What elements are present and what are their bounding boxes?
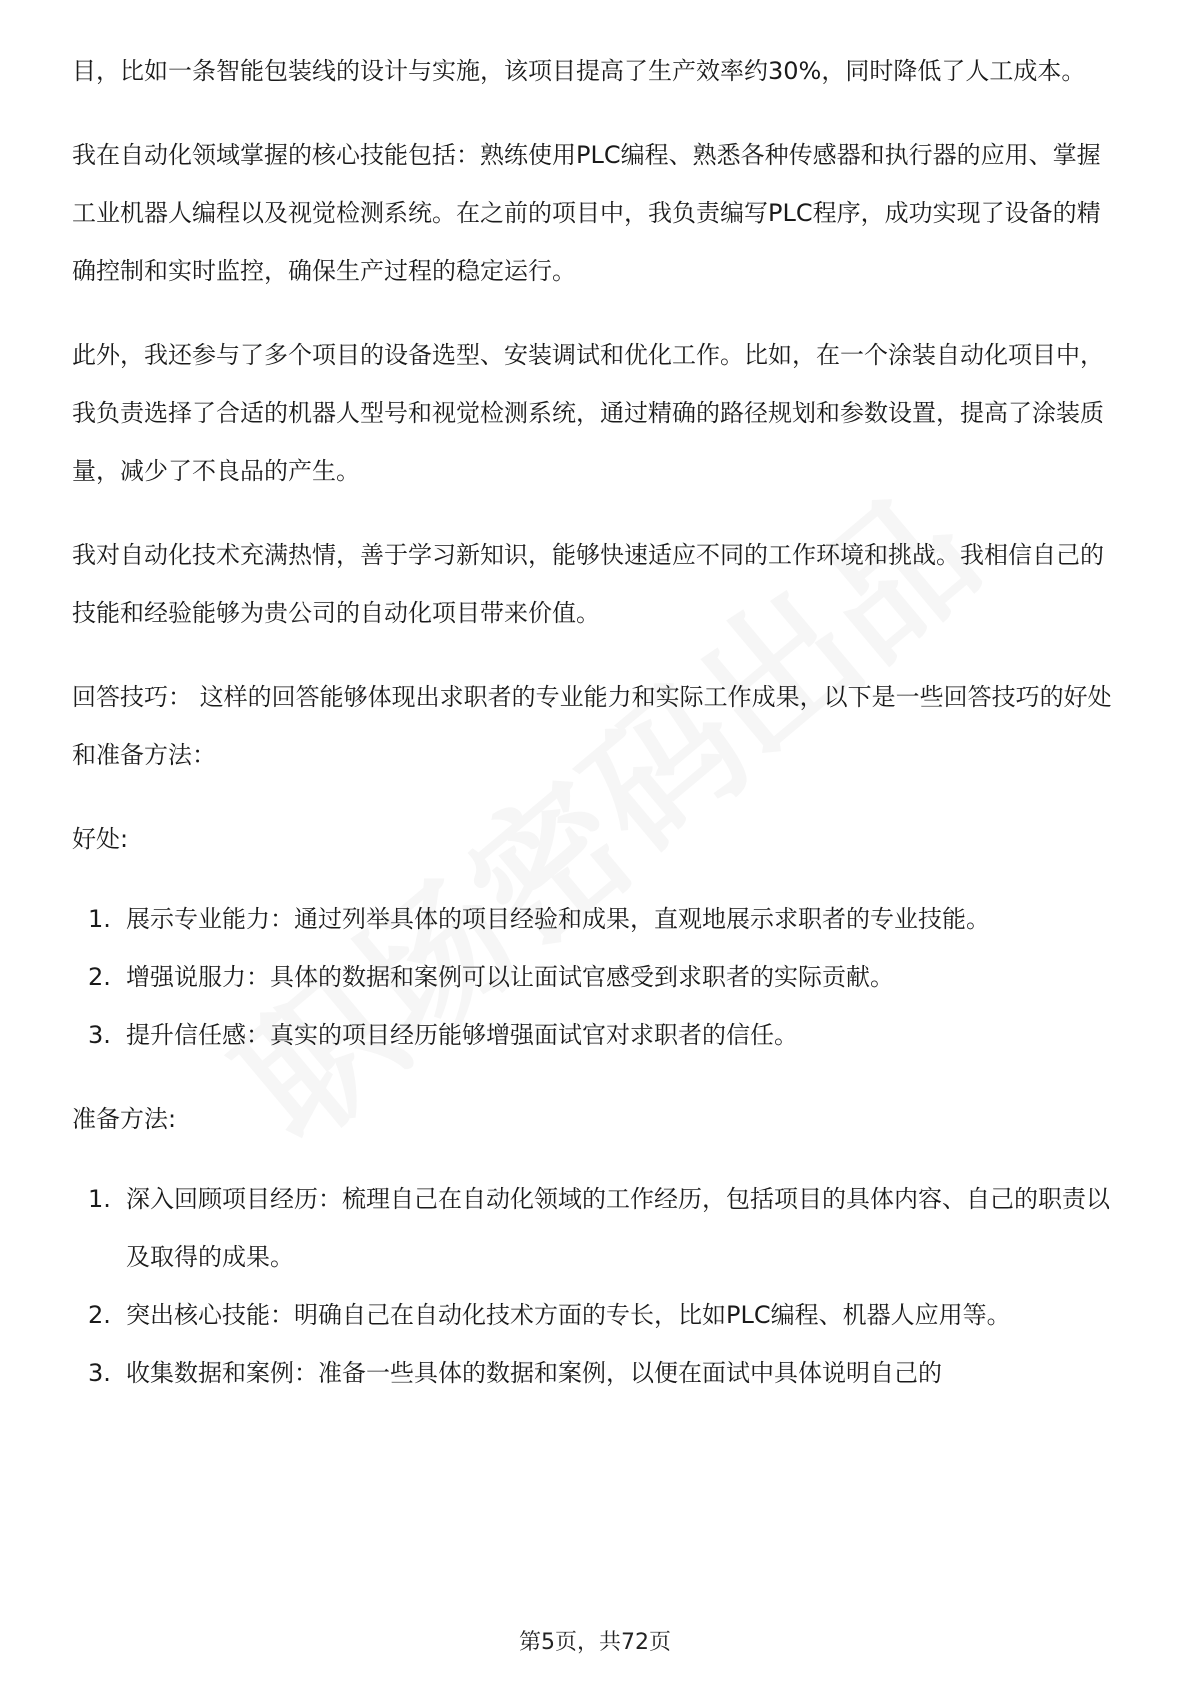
paragraph-2: 我在自动化领域掌握的核心技能包括：熟练使用PLC编程、熟悉各种传感器和执行器的应用、掌握工业机器人编程以及视觉检测系统。在之前的项目中，我负责编写PLC程序，成功实现了设备的精确控制和实时监控，确保生产过程的稳定运行。 <box>72 141 1101 285</box>
list-item <box>72 1006 1122 1064</box>
list-text: 增强说服力：具体的数据和案例可以让面试官感受到求职者的实际贡献。 <box>126 963 894 991</box>
list-number: 1. <box>88 905 111 933</box>
paragraph-4: 我对自动化技术充满热情，善于学习新知识，能够快速适应不同的工作环境和挑战。我相信自己的技能和经验能够为贵公司的自动化项目带来价值。 <box>72 541 1104 627</box>
list-number: 1. <box>88 1185 111 1213</box>
document-body <box>72 42 1122 1428</box>
paragraph-answer-tips: 回答技巧： 这样的回答能够体现出求职者的专业能力和实际工作成果，以下是一些回答技巧的好处和准备方法： <box>72 683 1112 769</box>
preparation-list <box>72 1170 1122 1402</box>
list-text: 展示专业能力：通过列举具体的项目经验和成果，直观地展示求职者的专业技能。 <box>126 905 990 933</box>
list-text: 突出核心技能：明确自己在自动化技术方面的专长，比如PLC编程、机器人应用等。 <box>126 1301 1011 1329</box>
benefits-list <box>72 890 1122 1064</box>
list-text: 收集数据和案例：准备一些具体的数据和案例，以便在面试中具体说明自己的 <box>126 1359 942 1387</box>
list-item <box>72 1344 1122 1402</box>
paragraph-1: 目，比如一条智能包装线的设计与实施，该项目提高了生产效率约30%，同时降低了人工成本。 <box>72 57 1086 85</box>
list-item <box>72 1286 1122 1344</box>
preparation-heading: 准备方法: <box>72 1105 177 1133</box>
list-number: 3. <box>88 1359 111 1387</box>
list-item <box>72 890 1122 948</box>
list-text: 深入回顾项目经历：梳理自己在自动化领域的工作经历，包括项目的具体内容、自己的职责以及取得的成果。 <box>126 1185 1110 1271</box>
list-item <box>72 948 1122 1006</box>
paragraph-3: 此外，我还参与了多个项目的设备选型、安装调试和优化工作。比如，在一个涂装自动化项目中，我负责选择了合适的机器人型号和视觉检测系统，通过精确的路径规划和参数设置，提高了涂装质量，减少了不良品的产生。 <box>72 341 1104 485</box>
benefits-heading: 好处: <box>72 825 129 853</box>
list-number: 2. <box>88 1301 111 1329</box>
list-number: 2. <box>88 963 111 991</box>
list-item <box>72 1170 1122 1286</box>
list-number: 3. <box>88 1021 111 1049</box>
page-footer: 第5页，共72页 <box>519 1630 671 1655</box>
list-text: 提升信任感：真实的项目经历能够增强面试官对求职者的信任。 <box>126 1021 798 1049</box>
